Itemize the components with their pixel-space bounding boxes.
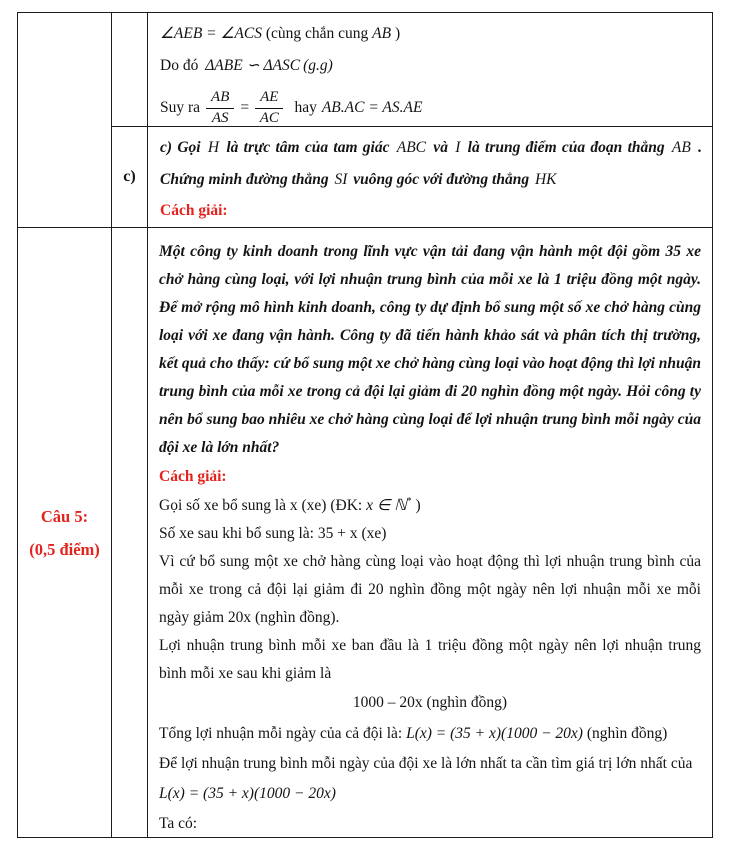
unit-text: (nghìn đồng) <box>582 725 668 742</box>
question-text: và <box>428 139 454 156</box>
math-var-ab: AB <box>671 139 691 156</box>
assumption-text: Gọi số xe bổ sung là x (xe) (ĐK: <box>159 497 367 514</box>
superscript-star: * <box>406 495 412 507</box>
part-c-label-cell <box>112 127 148 228</box>
math-var-h: H <box>207 139 220 156</box>
similarity-line <box>160 49 702 83</box>
part-b-answer-cell <box>148 13 712 127</box>
initial-profit-paragraph: Lợi nhuận trung bình mỗi xe ban đầu là 1 triệu đồng một ngày nên lợi nhuận trung bình mỗi xe sau khi giảm là <box>159 637 701 682</box>
question-text: . <box>692 139 703 156</box>
fraction-denominator: AS <box>211 109 229 126</box>
math-var-hk: HK <box>534 171 557 188</box>
centered-expression: 1000 – 20x (nghìn đồng) <box>352 694 508 711</box>
math-var-abc: ABC <box>396 139 427 156</box>
angle-equality-line <box>160 19 702 49</box>
part-c-question <box>160 132 702 196</box>
empty-subpart-cell <box>112 228 148 837</box>
math-profit-function: L(x) = (35 + x)(1000 − 20x) <box>406 725 583 742</box>
fraction-numerator: AB <box>206 89 234 108</box>
question-text: là trung điểm của đoạn thẳng <box>462 139 670 156</box>
argmax-goal-line: Để lợi nhuận trung bình mỗi ngày của đội xe là lớn nhất ta cần tìm giá trị lớn nhất của <box>159 755 693 772</box>
math-triangle-similarity: ΔABE ∽ ΔASC <box>205 57 301 74</box>
solution-assumption-line <box>159 492 701 520</box>
question-text: vuông góc với đường thẳng <box>349 171 533 188</box>
hay-text: hay <box>294 99 317 116</box>
question-5-points: (0,5 điểm) <box>29 539 100 559</box>
fraction-numerator: AE <box>255 89 283 108</box>
closing-paren: ) <box>391 25 401 42</box>
profit-decrease-paragraph: Vì cứ bổ sung một xe chở hàng cùng loại vào hoạt động thì lợi nhuận trung bình của mỗi xe trong cả đội lại giảm đi 20 nghìn đồng một ngày nên lợi nhuận mỗi xe mỗi ngày giảm 20x (nghìn đồng). <box>159 553 701 626</box>
question-5-label-cell <box>18 228 112 837</box>
problem-statement: Một công ty kinh doanh trong lĩnh vực vận tải đang vận hành một đội gồm 35 xe chở hàng cùng loại, với lợi nhuận trung bình của mỗi xe là 1 triệu đồng một ngày. Để mở rộng mô hình kinh doanh, công ty dự định bổ sung một số xe chở hàng cùng loại với xe đang vận hành. Công ty đã tiến hành khảo sát và phân tích thị trường, kết quả cho thấy: cứ bổ sung một xe chở hàng cùng loại vào hoạt động thì lợi nhuận trung bình của mỗi xe trong cả đội lại giảm đi 20 nghìn đồng một ngày. Hỏi công ty nên bổ sung bao nhiêu xe chở hàng cùng loại để lợi nhuận trung bình mỗi ngày của đội xe là lớn nhất? <box>159 243 701 456</box>
question-text: Chứng minh đường thẳng <box>160 171 333 188</box>
math-arc-ab: AB <box>372 25 392 42</box>
fraction-ae-ac <box>255 89 283 127</box>
math-var-si: SI <box>334 171 348 188</box>
ratio-line <box>160 83 702 127</box>
empty-label-cell <box>18 13 112 228</box>
solution-table <box>17 12 713 838</box>
question-5-content-cell <box>148 228 712 837</box>
fraction-ab-as <box>206 89 234 127</box>
fleet-size-line: Số xe sau khi bổ sung là: 35 + x (xe) <box>159 525 387 542</box>
math-domain-condition: x ∈ ℕ <box>366 497 407 514</box>
math-profit-function-repeat: L(x) = (35 + x)(1000 − 20x) <box>159 785 336 802</box>
math-product-equality: AB.AC = AS.AE <box>321 99 423 116</box>
total-profit-line <box>159 718 701 750</box>
question-text: là trực tâm của tam giác <box>221 139 395 156</box>
question-text: c) Gọi <box>160 139 206 156</box>
math-gg-case: (g.g) <box>303 57 333 74</box>
part-c-question-cell <box>148 127 712 228</box>
ta-co-line: Ta có: <box>159 815 198 832</box>
equals-sign: = <box>240 99 250 116</box>
fraction-denominator: AC <box>259 109 279 126</box>
ratio-intro-text: Suy ra <box>160 99 201 116</box>
solution-label: Cách giải: <box>159 468 227 485</box>
closing-paren: ) <box>411 497 421 514</box>
empty-subpart-cell <box>112 13 148 127</box>
math-angle-equality: ∠AEB = ∠ACS <box>160 25 262 42</box>
similarity-intro-text: Do đó <box>160 57 203 74</box>
question-5-title: Câu 5: <box>40 506 89 526</box>
angle-reason-text: (cùng chắn cung <box>261 25 373 42</box>
math-var-i: I <box>455 139 461 156</box>
total-profit-text: Tổng lợi nhuận mỗi ngày của cả đội là: <box>159 725 407 742</box>
part-c-label: c) <box>123 168 136 185</box>
solution-label: Cách giải: <box>160 202 228 219</box>
